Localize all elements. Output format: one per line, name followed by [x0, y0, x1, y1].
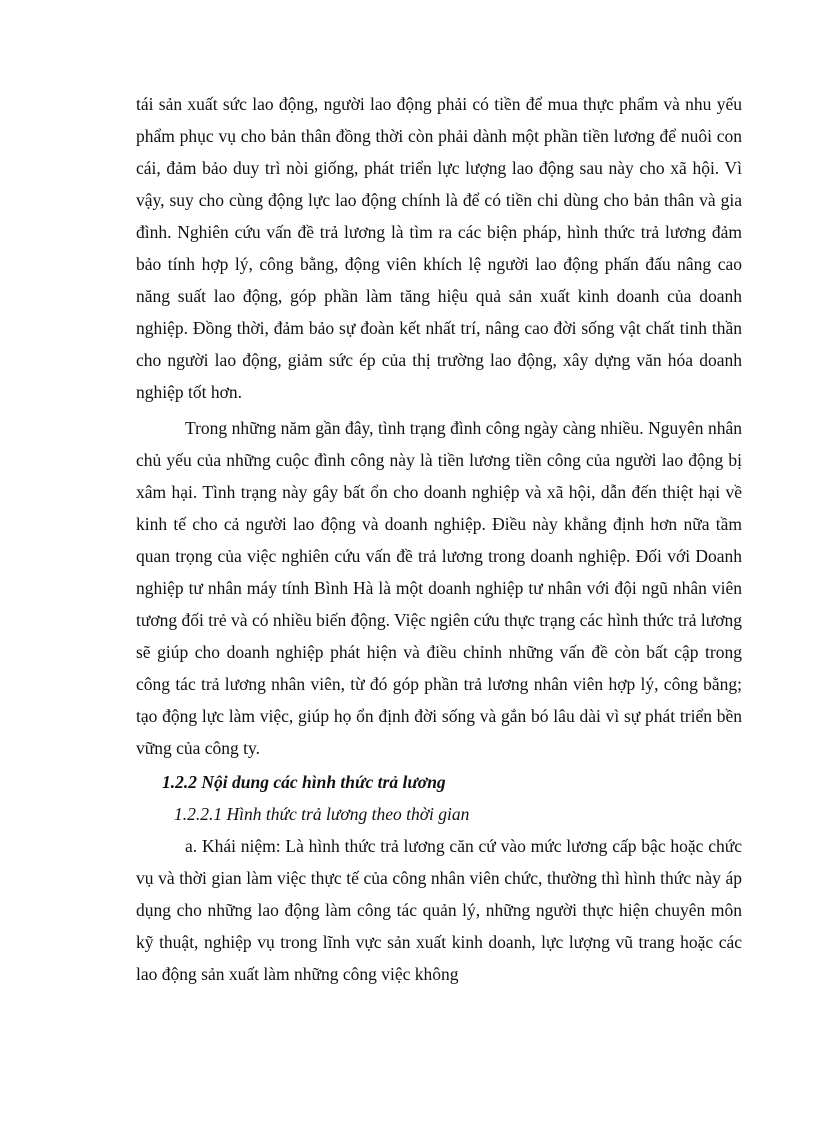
document-page [136, 88, 742, 990]
paragraph-strikes: Trong những năm gần đây, tình trạng đình công ngày càng nhiều. Nguyên nhân chủ yếu của những cuộc đình công này là tiền lương tiền công của người lao động bị xâm hại. Tình trạng này gây bất ổn cho doanh nghiệp và xã hội, dẫn đến thiệt hại về kinh tế cho cả người lao động và doanh nghiệp. Điều này khẳng định hơn nữa tầm quan trọng của việc nghiên cứu vấn đề trả lương trong doanh nghiệp. Đối với Doanh nghiệp tư nhân máy tính Bình Hà là một doanh nghiệp tư nhân với đội ngũ nhân viên tương đối trẻ và có nhiều biến động. Việc ngiên cứu thực trạng các hình thức trả lương sẽ giúp cho doanh nghiệp phát hiện và điều chỉnh những vấn đề còn bất cập trong công tác trả lương nhân viên, từ đó góp phần trả lương nhân viên hợp lý, công bằng; tạo động lực làm việc, giúp họ ổn định đời sống và gắn bó lâu dài vì sự phát triển bền vững của công ty. [136, 418, 742, 758]
subsection-heading: 1.2.2.1 Hình thức trả lương theo thời gian [174, 804, 470, 824]
section-heading: 1.2.2 Nội dung các hình thức trả lương [162, 772, 446, 792]
paragraph-wage-purpose: tái sản xuất sức lao động, người lao động phải có tiền để mua thực phẩm và nhu yếu phẩm phục vụ cho bản thân đồng thời còn phải dành một phần tiền lương để nuôi con cái, đảm bảo duy trì nòi giống, phát triển lực lượng lao động sau này cho xã hội. Vì vậy, suy cho cùng động lực lao động chính là để có tiền chi dùng cho bản thân và gia đình. Nghiên cứu vấn đề trả lương là tìm ra các biện pháp, hình thức trả lương đảm bảo tính hợp lý, công bằng, động viên khích lệ người lao động phấn đấu nâng cao năng suất lao động, góp phần làm tăng hiệu quả sản xuất kinh doanh của doanh nghiệp. Đồng thời, đảm bảo sự đoàn kết nhất trí, nâng cao đời sống vật chất tinh thần cho người lao động, giảm sức ép của thị trường lao động, xây dựng văn hóa doanh nghiệp tốt hơn. [136, 94, 742, 402]
paragraph-concept: a. Khái niệm: Là hình thức trả lương căn cứ vào mức lương cấp bậc hoặc chức vụ và thời gian làm việc thực tế của công nhân viên chức, thường thì hình thức này áp dụng cho những lao động làm công tác quản lý, những người thực hiện chuyên môn kỹ thuật, nghiệp vụ trong lĩnh vực sản xuất kinh doanh, lực lượng vũ trang hoặc các lao động sản xuất làm những công việc không [136, 836, 742, 984]
